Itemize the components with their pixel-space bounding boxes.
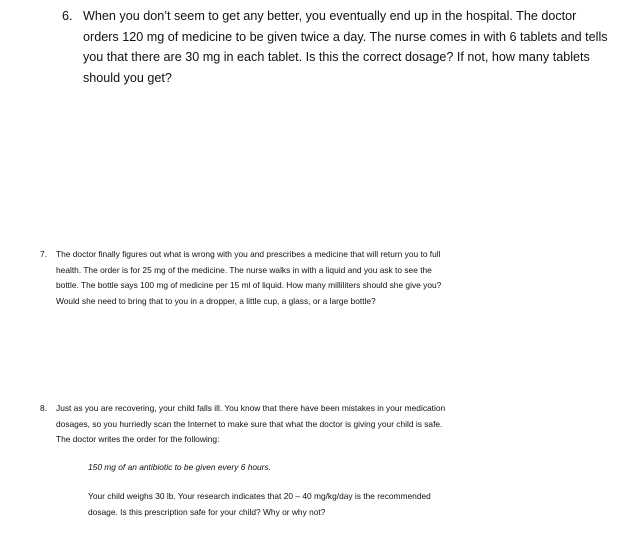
question-8-number: 8. [40, 403, 47, 413]
question-8-order: 150 mg of an antibiotic to be given every 6 hours. [88, 462, 271, 472]
question-7-text: The doctor finally figures out what is wrong with you and prescribes a medicine that will return you to full health. The order is for 25 mg of the medicine. The nurse walks in with a liquid and you ask to see the bottle. The bottle says 100 mg of medicine per 15 ml of liquid. How many milliliters should she give you? Would she need to bring that to you in a dropper, a little cup, a glass, or a large bottle? [56, 249, 442, 306]
question-8-text: Just as you are recovering, your child falls ill. You know that there have been mistakes in your medication dosages, so you hurriedly scan the Internet to make sure that what the doctor is giving your child is safe. The doctor writes the order for the following: [56, 403, 446, 444]
question-8-followup: Your child weighs 30 lb. Your research indicates that 20 – 40 mg/kg/day is the recommended dosage. Is this prescription safe for your child? Why or why not? [88, 491, 431, 517]
question-6-number: 6. [62, 9, 73, 23]
question-7-number: 7. [40, 249, 47, 259]
question-6-text: When you don’t seem to get any better, you eventually end up in the hospital. The doctor orders 120 mg of medicine to be given twice a day. The nurse comes in with 6 tablets and tells you that there are 30 mg in each tablet. Is this the correct dosage? If not, how many tablets should you get? [83, 9, 608, 85]
